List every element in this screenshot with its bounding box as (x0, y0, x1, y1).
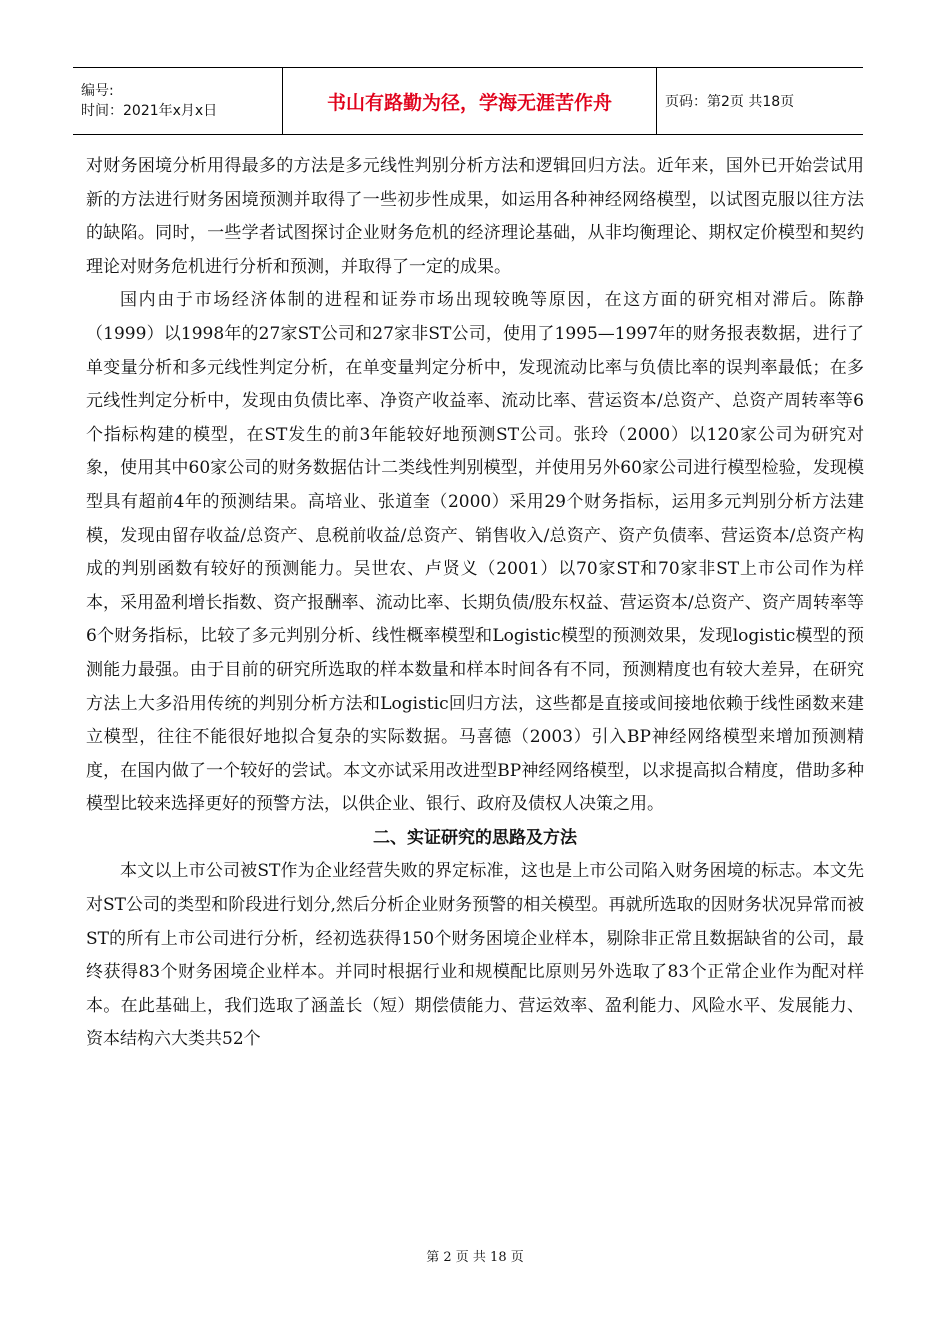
document-body (86, 150, 864, 1057)
section-heading: 二、实证研究的思路及方法 (373, 827, 577, 848)
document-time-label: 时间：2021年x月x日 (81, 103, 218, 119)
header-page-info: 页码：第2页 共18页 (657, 68, 864, 135)
header-motto: 书山有路勤为径，学海无涯苦作舟 (283, 68, 657, 135)
document-number-label: 编号: (81, 83, 114, 99)
body-paragraph-2: 国内由于市场经济体制的进程和证券市场出现较晚等原因，在这方面的研究相对滞后。陈静（1999）以1998年的27家ST公司和27家非ST公司，使用了1995—1997年的财务报表数据，进行了单变量分析和多元线性判定分析，在单变量判定分析中，发现流动比率与负债比率的误判率最低；在多元线性判定分析中，发现由负债比率、净资产收益率、流动比率、营运资本/总资产、总资产周转率等6个指标构建的模型，在ST发生的前3年能较好地预测ST公司。张玲（2000）以120家公司为研究对象，使用其中60家公司的财务数据估计二类线性判别模型，并使用另外60家公司进行模型检验，发现模型具有超前4年的预测结果。高培业、张道奎（2000）采用29个财务指标，运用多元判别分析方法建模，发现由留存收益/总资产、息税前收益/总资产、销售收入/总资产、资产负债率、营运资本/总资产构成的判别函数有较好的预测能力。吴世农、卢贤义（2001）以70家ST和70家非ST上市公司作为样本，采用盈利增长指数、资产报酬率、流动比率、长期负债/股东权益、营运资本/总资产、资产周转率等6个财务指标，比较了多元判别分析、线性概率模型和Logistic模型的预测效果，发现logistic模型的预测能力最强。由于目前的研究所选取的样本数量和样本时间各有不同，预测精度也有较大差异，在研究方法上大多沿用传统的判别分析方法和Logistic回归方法，这些都是直接或间接地依赖于线性函数来建立模型，往往不能很好地拟合复杂的实际数据。马喜德（2003）引入BP神经网络模型来增加预测精度，在国内做了一个较好的尝试。本文亦试采用改进型BP神经网络模型，以求提高拟合精度，借助多种模型比较来选择更好的预警方法，以供企业、银行、政府及债权人决策之用。 (86, 290, 864, 815)
section-paragraph: 本文以上市公司被ST作为企业经营失败的界定标准，这也是上市公司陷入财务困境的标志。本文先对ST公司的类型和阶段进行划分,然后分析企业财务预警的相关模型。再就所选取的因财务状况异常而被ST的所有上市公司进行分析，经初选获得150个财务困境企业样本，剔除非正常且数据缺省的公司，最终获得83个财务困境企业样本。并同时根据行业和规模配比原则另外选取了83个正常企业作为配对样本。在此基础上，我们选取了涵盖长（短）期偿债能力、营运效率、盈利能力、风险水平、发展能力、资本结构六大类共52个 (86, 861, 864, 1050)
header-left-cell (73, 68, 283, 135)
page-footer: 第 2 页 共 18 页 (426, 1250, 524, 1265)
page-header (73, 67, 863, 135)
body-paragraph-1: 对财务困境分析用得最多的方法是多元线性判别分析方法和逻辑回归方法。近年来，国外已开始尝试用新的方法进行财务困境预测并取得了一些初步性成果，如运用各种神经网络模型，以试图克服以往方法的缺陷。同时，一些学者试图探讨企业财务危机的经济理论基础，从非均衡理论、期权定价模型和契约理论对财务危机进行分析和预测，并取得了一定的成果。 (86, 156, 864, 277)
